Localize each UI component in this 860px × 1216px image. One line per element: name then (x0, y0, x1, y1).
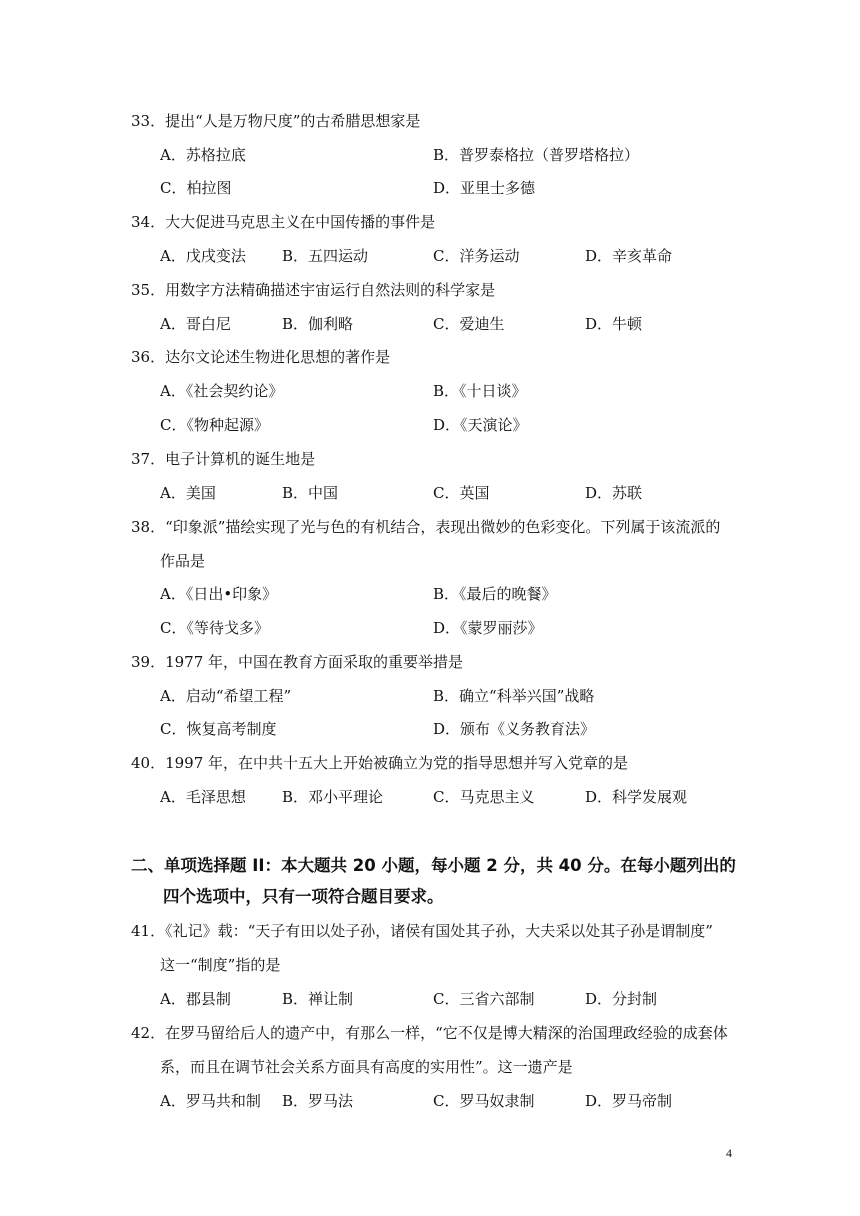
question-38-stem-cont: 作品是 (160, 552, 206, 570)
q39-option-c: C．恢复高考制度 (160, 720, 277, 738)
q40-option-d: D．科学发展观 (585, 788, 688, 806)
question-42-stem-cont: 系，而且在调节社会关系方面具有高度的实用性”。这一遗产是 (160, 1058, 573, 1076)
q40-option-a: A．毛泽思想 (160, 788, 246, 806)
q38-option-b: B．《最后的晚餐》 (433, 585, 557, 603)
q37-option-c: C．英国 (433, 484, 490, 502)
q38-option-c: C．《等待戈多》 (160, 619, 269, 637)
q37-option-a: A．美国 (160, 484, 216, 502)
q33-option-a: A．苏格拉底 (160, 146, 246, 164)
q36-option-d: D．《天演论》 (433, 416, 528, 434)
q33-option-c: C．柏拉图 (160, 179, 232, 197)
q35-option-d: D．牛顿 (585, 315, 643, 333)
question-41-stem-cont: 这一“制度”指的是 (160, 956, 281, 974)
page-number: 4 (726, 1146, 732, 1160)
q34-option-b: B．五四运动 (282, 247, 369, 265)
question-33-stem: 33．提出“人是万物尺度”的古希腊思想家是 (131, 112, 421, 130)
q36-option-a: A．《社会契约论》 (160, 382, 284, 400)
question-41-stem: 41．《礼记》载：“天子有田以处子孙，诸侯有国处其子孙，大夫采以处其子孙是谓制度” (131, 922, 713, 940)
q39-option-d: D．颁布《义务教育法》 (433, 720, 596, 738)
q34-option-c: C．洋务运动 (433, 247, 520, 265)
q40-option-b: B．邓小平理论 (282, 788, 384, 806)
q41-option-b: B．禅让制 (282, 990, 354, 1008)
question-38-stem: 38．“印象派”描绘实现了光与色的有机结合，表现出微妙的色彩变化。下列属于该流派的 (131, 518, 721, 536)
q38-option-d: D．《蒙罗丽莎》 (433, 619, 543, 637)
q37-option-b: B．中国 (282, 484, 339, 502)
q33-option-d: D．亚里士多德 (433, 179, 536, 197)
q42-option-c: C．罗马奴隶制 (433, 1092, 535, 1110)
question-37-stem: 37．电子计算机的诞生地是 (131, 450, 316, 468)
q42-option-b: B．罗马法 (282, 1092, 354, 1110)
q38-option-a: A．《日出•印象》 (160, 585, 278, 603)
q41-option-c: C．三省六部制 (433, 990, 535, 1008)
q37-option-d: D．苏联 (585, 484, 643, 502)
section-heading-line1: 二、单项选择题 II：本大题共 20 小题，每小题 2 分，共 40 分。在每小题列出的 (131, 856, 736, 875)
question-40-stem: 40．1997 年，在中共十五大上开始被确立为党的指导思想并写入党章的是 (131, 754, 629, 772)
q40-option-c: C．马克思主义 (433, 788, 535, 806)
q34-option-a: A．戊戌变法 (160, 247, 246, 265)
q39-option-a: A．启动“希望工程” (160, 687, 292, 705)
question-42-stem: 42．在罗马留给后人的遗产中，有那么一样，“它不仅是博大精深的治国理政经验的成套体 (131, 1024, 728, 1042)
q35-option-a: A．哥白尼 (160, 315, 231, 333)
q39-option-b: B．确立“科举兴国”战略 (433, 687, 595, 705)
q42-option-a: A．罗马共和制 (160, 1092, 261, 1110)
question-36-stem: 36．达尔文论述生物进化思想的著作是 (131, 348, 391, 366)
q36-option-c: C．《物种起源》 (160, 416, 269, 434)
question-34-stem: 34．大大促进马克思主义在中国传播的事件是 (131, 213, 436, 231)
q35-option-c: C．爱迪生 (433, 315, 505, 333)
q41-option-d: D．分封制 (585, 990, 658, 1008)
q41-option-a: A．郡县制 (160, 990, 231, 1008)
q35-option-b: B．伽利略 (282, 315, 354, 333)
q33-option-b: B．普罗泰格拉（普罗塔格拉） (433, 146, 640, 164)
q34-option-d: D．辛亥革命 (585, 247, 673, 265)
section-heading-line2: 四个选项中，只有一项符合题目要求。 (163, 887, 444, 906)
question-39-stem: 39．1977 年，中国在教育方面采取的重要举措是 (131, 653, 464, 671)
q36-option-b: B．《十日谈》 (433, 382, 527, 400)
question-35-stem: 35．用数字方法精确描述宇宙运行自然法则的科学家是 (131, 281, 496, 299)
q42-option-d: D．罗马帝制 (585, 1092, 673, 1110)
